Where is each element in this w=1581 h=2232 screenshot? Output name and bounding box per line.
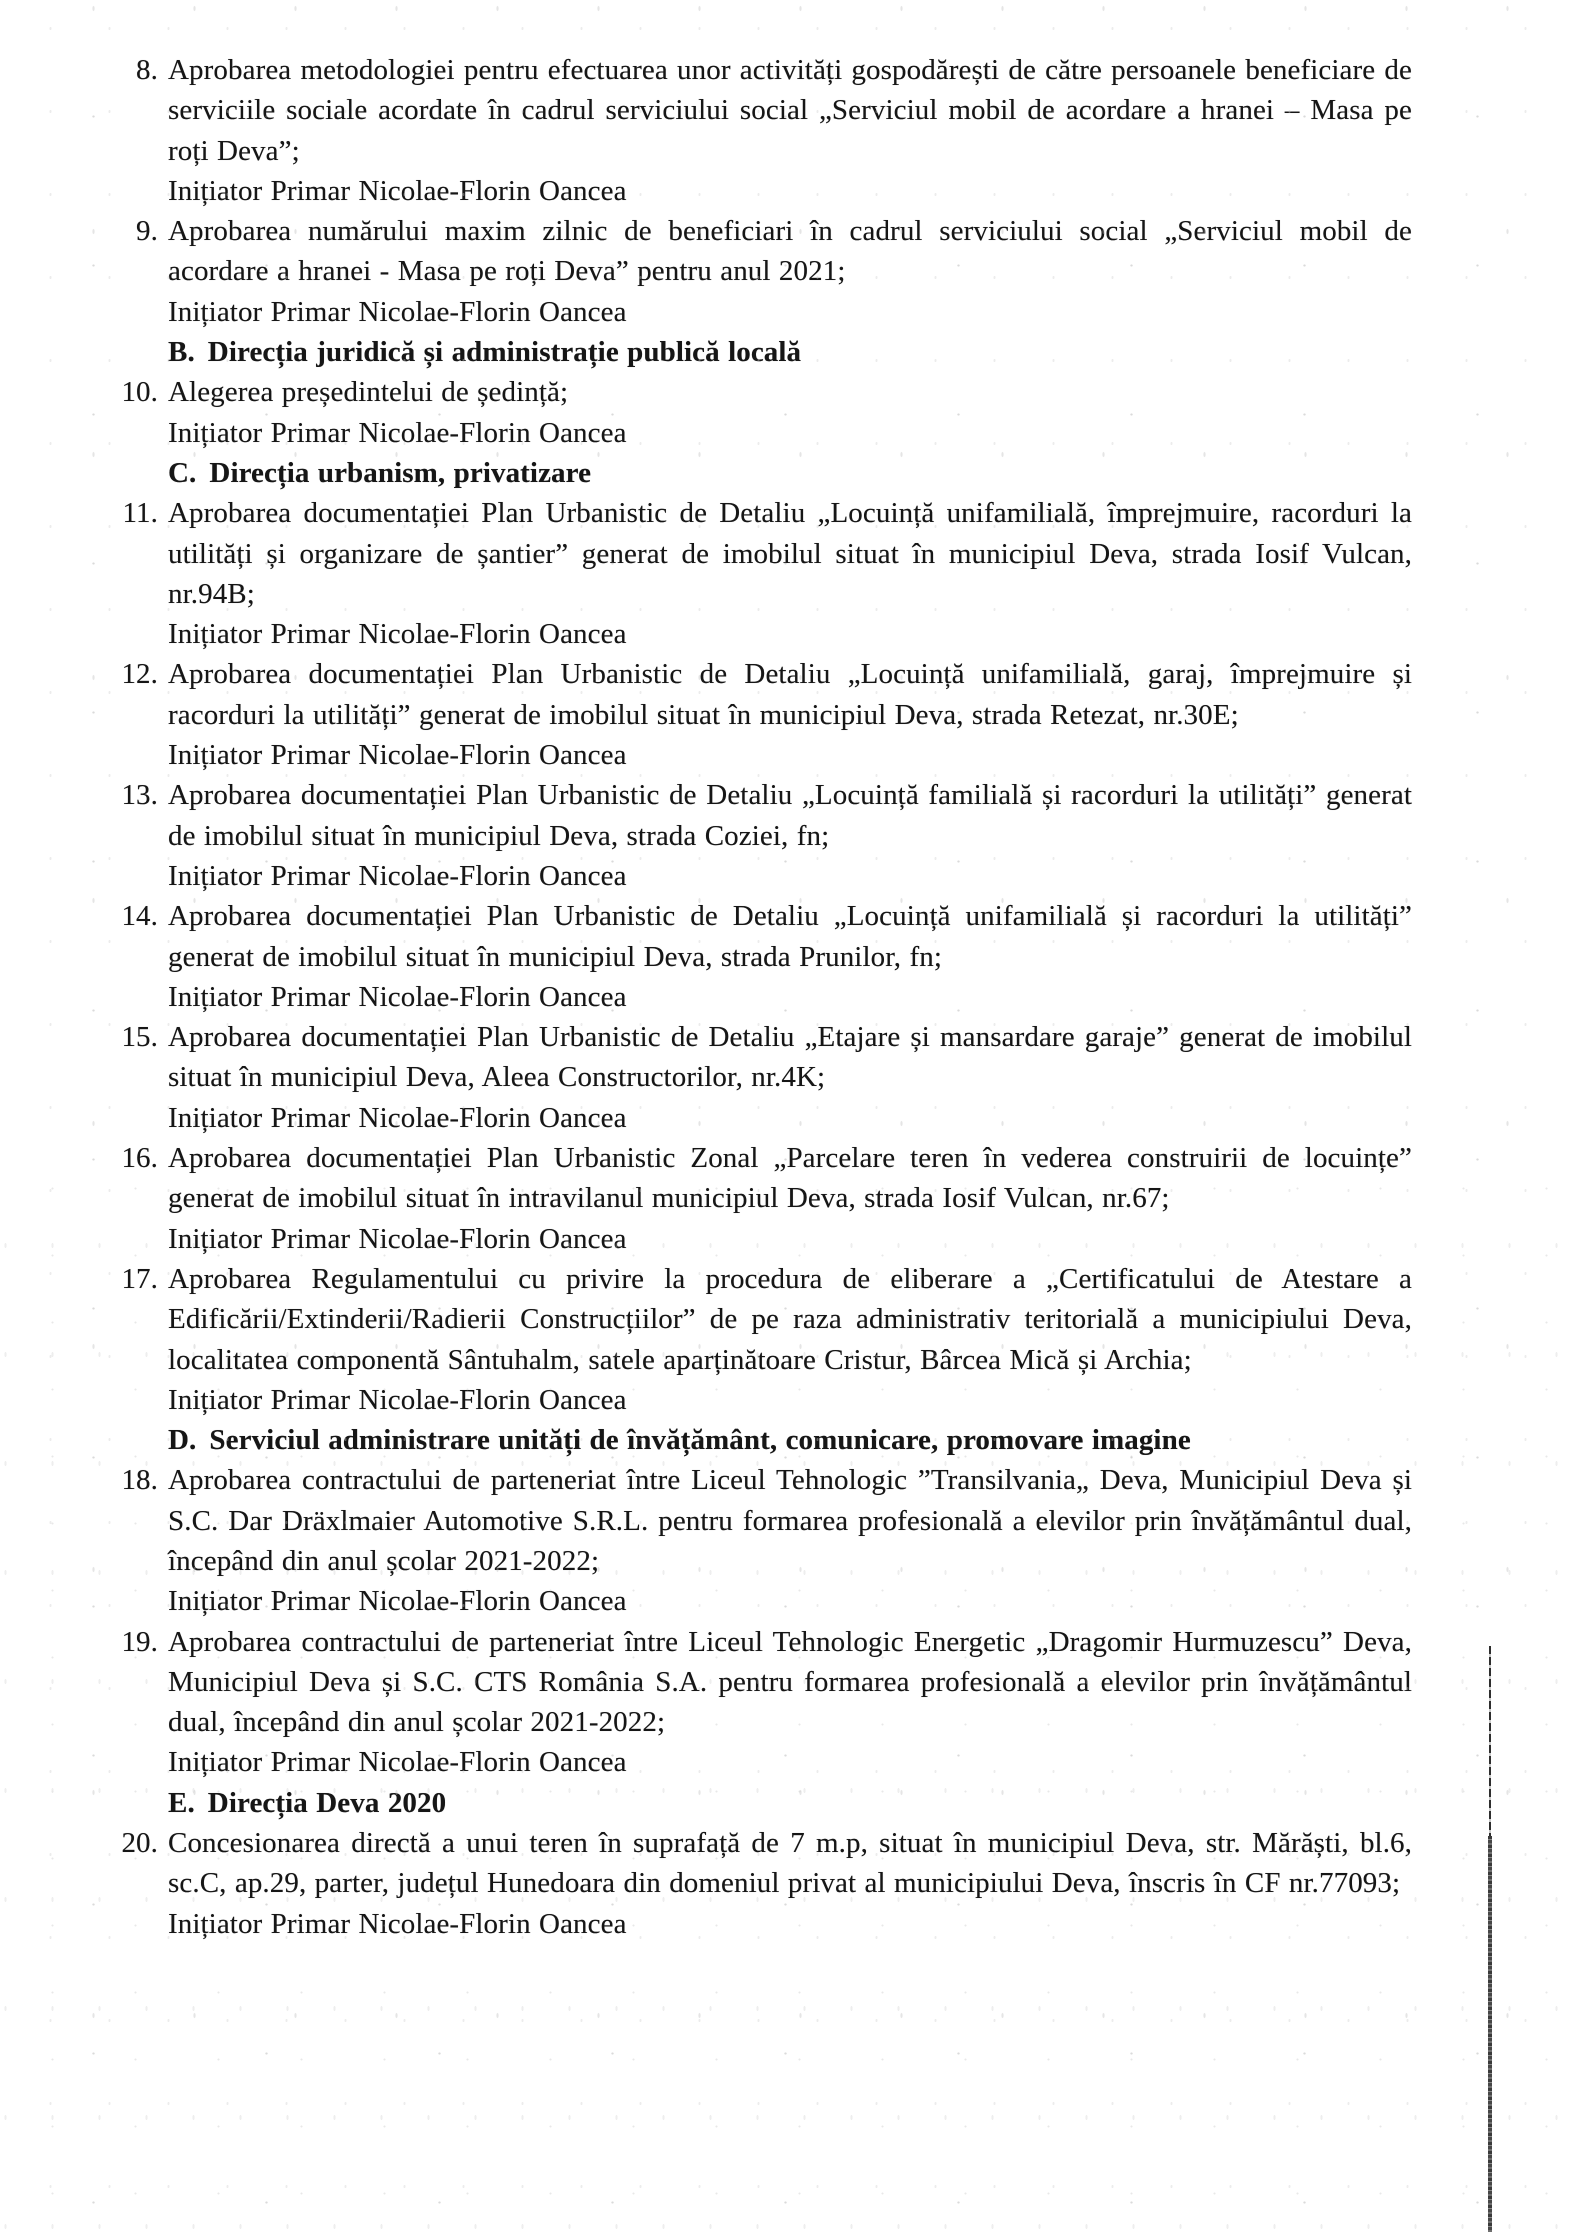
agenda-item: [104, 1622, 1412, 1743]
agenda-item: [104, 211, 1412, 292]
agenda-item-text: Aprobarea documentației Plan Urbanistic de Detaliu „Locuință unifamilială, împrejmuire, racorduri la utilități și organizare de șantier” generat de imobilul situat în municipiul Deva, strada Iosif Vulcan, nr.94B;: [168, 497, 1412, 610]
agenda-item-number: 18.: [121, 1464, 158, 1497]
agenda-item: [104, 372, 1412, 412]
agenda-item: [104, 775, 1412, 856]
agenda-item-number: 9.: [136, 215, 158, 248]
section-letter: B.: [168, 336, 195, 369]
initiator-line: Inițiator Primar Nicolae-Florin Oancea: [168, 980, 627, 1013]
agenda-item-number: 15.: [121, 1021, 158, 1054]
section-letter: D.: [168, 1424, 197, 1457]
agenda-item-text: Concesionarea directă a unui teren în suprafață de 7 m.p, situat în municipiul Deva, str. Mărăști, bl.6, sc.C, ap.29, parter, județul Hunedoara din domeniul privat al municipiului Deva, înscris în CF nr.77093;: [168, 1827, 1412, 1900]
initiator-line: Inițiator Primar Nicolae-Florin Oancea: [168, 174, 627, 207]
section-letter: E.: [168, 1786, 195, 1819]
agenda-item: [104, 1460, 1412, 1581]
scan-artifact-line: [1489, 1646, 1491, 1836]
agenda-item-number: 10.: [121, 376, 158, 409]
section-letter: C.: [168, 456, 197, 489]
agenda-item: [104, 1017, 1412, 1098]
agenda-item: [104, 1823, 1412, 1904]
agenda-item-text: Aprobarea documentației Plan Urbanistic de Detaliu „Locuință unifamilială, garaj, împrejmuire și racorduri la utilități” generat de imobilul situat în municipiul Deva, strada Retezat, nr.30E;: [168, 658, 1412, 731]
scan-artifact-line: [1488, 1836, 1492, 2232]
agenda-item-number: 17.: [121, 1262, 158, 1295]
agenda-item-number: 8.: [136, 54, 158, 86]
initiator-line: Inițiator Primar Nicolae-Florin Oancea: [168, 1383, 627, 1416]
agenda-item: [104, 896, 1412, 977]
section-title: Serviciul administrare unități de învățământ, comunicare, promovare imagine: [209, 1424, 1191, 1457]
initiator-line: Inițiator Primar Nicolae-Florin Oancea: [168, 295, 627, 328]
initiator-line: Inițiator Primar Nicolae-Florin Oancea: [168, 739, 627, 772]
agenda-item-text: Aprobarea numărului maxim zilnic de beneficiari în cadrul serviciului social „Serviciul mobil de acordare a hranei - Masa pe roți Deva” pentru anul 2021;: [168, 215, 1412, 288]
section-heading: [104, 1783, 1412, 1823]
agenda-item-text: Aprobarea documentației Plan Urbanistic de Detaliu „Locuință familială și racorduri la utilități” generat de imobilul situat în municipiul Deva, strada Coziei, fn;: [168, 779, 1412, 852]
agenda-item-text: Aprobarea documentației Plan Urbanistic de Detaliu „Etajare și mansardare garaje” generat de imobilul situat în municipiul Deva, Aleea Constructorilor, nr.4K;: [168, 1021, 1412, 1094]
section-heading: [104, 332, 1412, 372]
agenda-item-text: Aprobarea contractului de parteneriat între Liceul Tehnologic ”Transilvania„ Deva, Municipiul Deva și S.C. Dar Dräxlmaier Automotive S.R.L. pentru formarea profesională a elevilor prin învățământul dual, începând din anul școlar 2021-2022;: [168, 1464, 1412, 1577]
section-heading: [104, 1420, 1412, 1460]
agenda-item-text: Aprobarea documentației Plan Urbanistic Zonal „Parcelare teren în vederea construirii de locuințe” generat de imobilul situat în intravilanul municipiul Deva, strada Iosif Vulcan, nr.67;: [168, 1142, 1412, 1215]
agenda-item: [104, 1138, 1412, 1219]
section-heading: [104, 453, 1412, 493]
section-title: Direcția urbanism, privatizare: [209, 456, 592, 489]
agenda-item-number: 16.: [121, 1142, 158, 1175]
section-title: Direcția Deva 2020: [207, 1786, 447, 1819]
agenda-item-number: 11.: [122, 497, 158, 530]
initiator-line: Inițiator Primar Nicolae-Florin Oancea: [168, 1101, 627, 1134]
agenda-list: [104, 50, 1412, 1944]
agenda-item-number: 13.: [121, 779, 158, 812]
agenda-item-text: Aprobarea Regulamentului cu privire la procedura de eliberare a „Certificatului de Atestare a Edificării/Extinderii/Radierii Construcțiilor” de pe raza administrativ teritorială a municipiului Deva, localitatea componentă Sântuhalm, satele aparținătoare Cristur, Bârcea Mică și Archia;: [168, 1262, 1412, 1376]
agenda-item-number: 14.: [121, 900, 158, 933]
agenda-item: [104, 654, 1412, 735]
agenda-item-number: 20.: [121, 1827, 158, 1860]
agenda-item-text: Aprobarea contractului de parteneriat între Liceul Tehnologic Energetic „Dragomir Hurmuzescu” Deva, Municipiul Deva și S.C. CTS România S.A. pentru formarea profesională a elevilor prin învățământul dual, începând din anul școlar 2021-2022;: [168, 1625, 1412, 1739]
agenda-item-number: 12.: [121, 658, 158, 691]
initiator-line: Inițiator Primar Nicolae-Florin Oancea: [168, 618, 627, 651]
agenda-item: [104, 50, 1412, 171]
initiator-line: Inițiator Primar Nicolae-Florin Oancea: [168, 1222, 627, 1255]
agenda-item-text: Aprobarea documentației Plan Urbanistic de Detaliu „Locuință unifamilială și racorduri la utilități” generat de imobilul situat în municipiul Deva, strada Prunilor, fn;: [168, 900, 1412, 973]
initiator-line: Inițiator Primar Nicolae-Florin Oancea: [168, 859, 627, 892]
initiator-line: Inițiator Primar Nicolae-Florin Oancea: [168, 1907, 627, 1940]
agenda-item-number: 19.: [121, 1625, 158, 1658]
section-title: Direcția juridică și administrație publică locală: [207, 336, 802, 369]
initiator-line: Inițiator Primar Nicolae-Florin Oancea: [168, 1585, 627, 1618]
agenda-item-text: Alegerea președintelui de ședință;: [168, 376, 569, 409]
initiator-line: Inițiator Primar Nicolae-Florin Oancea: [168, 1746, 627, 1779]
initiator-line: Inițiator Primar Nicolae-Florin Oancea: [168, 416, 627, 449]
agenda-item: [104, 493, 1412, 614]
agenda-item-text: Aprobarea metodologiei pentru efectuarea unor activități gospodărești de către persoanele beneficiare de serviciile sociale acordate în cadrul serviciului social „Serviciul mobil de acordare a hranei – Masa pe roți Deva”;: [168, 54, 1412, 167]
agenda-item: [104, 1259, 1412, 1380]
